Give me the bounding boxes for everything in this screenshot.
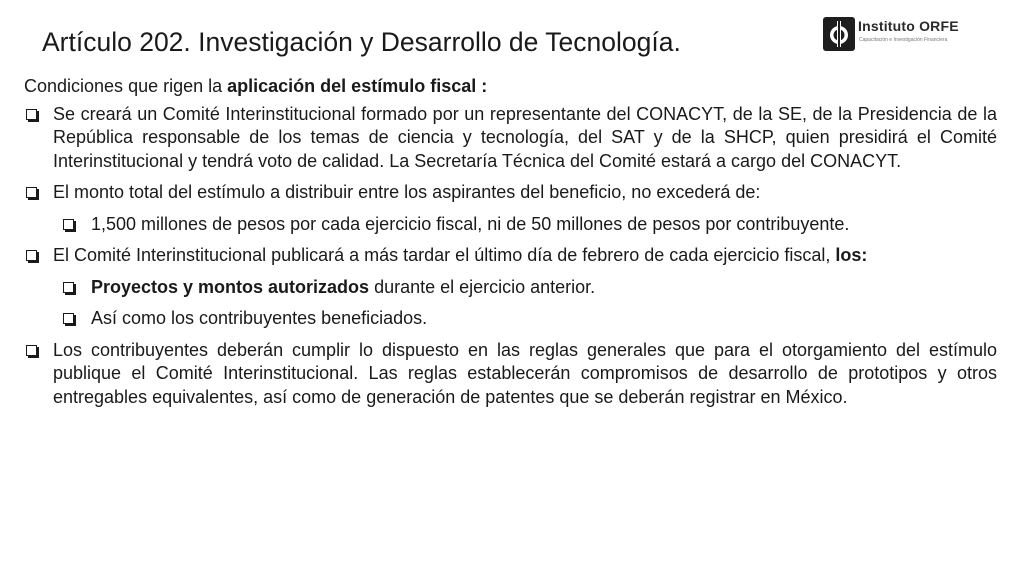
bullet-text: Se creará un Comité Interinstitucional formado por un representante del CONACYT, de la SE, de la Presidencia de la República responsable de los temas de ciencia y tecnología, del SAT y de la SHCP, quien presidirá el Comité Interinstitucional y tendrá voto de calidad. La Secretaría Técnica del Comité estará a cargo del CONACYT. — [53, 103, 997, 171]
bullet-committee — [24, 103, 997, 174]
bullet-text: El monto total del estímulo a distribuir entre los aspirantes del beneficio, no excederá de: — [53, 182, 761, 202]
logo-name: Instituto ORFE — [858, 18, 959, 34]
bullet-bold-text: Proyectos y montos autorizados — [91, 276, 370, 297]
bullet-text: durante el ejercicio anterior. — [369, 276, 596, 297]
institute-logo — [822, 16, 1002, 56]
bullet-text: El Comité Interinstitucional publicará a más tardar el último día de febrero de cada ejercicio fiscal, — [53, 245, 836, 265]
slide-body — [24, 75, 997, 417]
bullet-text: Así como los contribuyentes beneficiados. — [91, 308, 428, 328]
sub-bullet-projects — [24, 276, 997, 300]
checkbox-bullet-icon — [26, 109, 37, 120]
bullet-text: Los contribuyentes deberán cumplir lo dispuesto en las reglas generales que para el otorgamiento del estímulo publique el Comité Interinstitucional. Las reglas establecerán compromisos de desarrollo de prototipos y otros entregables equivalentes, así como de generación de patentes que se deberán registrar en México. — [53, 339, 997, 407]
intro-text: Condiciones que rigen la — [24, 76, 228, 96]
intro-line — [24, 75, 997, 99]
bullet-publication — [24, 244, 997, 268]
bullet-total-amount — [24, 181, 997, 205]
slide-title: Artículo 202. Investigación y Desarrollo de Tecnología. — [42, 27, 681, 57]
bullet-text: 1,500 millones de pesos por cada ejercicio fiscal, ni de 50 millones de pesos por contribuyente. — [91, 213, 850, 234]
checkbox-bullet-icon — [63, 313, 74, 324]
orfe-logo-icon — [822, 16, 856, 52]
sub-bullet-limits — [24, 213, 997, 237]
checkbox-bullet-icon — [26, 345, 37, 356]
checkbox-bullet-icon — [26, 250, 37, 261]
bullet-rules — [24, 339, 997, 410]
logo-tagline: Capacitación e Investigación Financiera — [859, 37, 948, 43]
checkbox-bullet-icon — [26, 187, 37, 198]
intro-bold-text: aplicación del estímulo fiscal : — [227, 76, 488, 96]
bullet-bold-text: los: — [835, 245, 868, 265]
checkbox-bullet-icon — [63, 282, 74, 293]
sub-bullet-beneficiaries — [24, 307, 997, 331]
checkbox-bullet-icon — [63, 219, 74, 230]
